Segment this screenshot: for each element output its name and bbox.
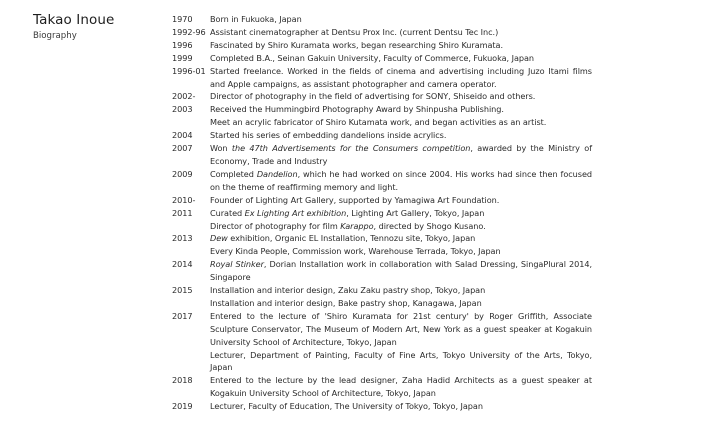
entry-description — [210, 374, 592, 400]
entry-year: 2003 — [172, 104, 193, 115]
entry-description — [210, 52, 592, 65]
timeline-entry — [172, 284, 592, 310]
entry-year: 2009 — [172, 168, 193, 179]
entry-year: 2007 — [172, 143, 193, 154]
timeline-entry — [172, 39, 592, 52]
timeline-entry — [172, 168, 592, 194]
entry-line: Completed B.A., Seinan Gakuin University, Faculty of Commerce, Fukuoka, Japan — [210, 52, 535, 63]
entry-line: Meet an acrylic fabricator of Shiro Kutamata work, and began activities as an artist. — [210, 117, 547, 128]
entry-year: 2014 — [172, 259, 193, 270]
entry-description — [210, 90, 592, 103]
entry-line: Director of photography for film Karappo, directed by Shogo Kusano. — [210, 220, 486, 231]
entry-description — [210, 232, 592, 258]
entry-description — [210, 39, 592, 52]
entry-description — [210, 129, 592, 142]
entry-year: 2017 — [172, 310, 193, 321]
entry-line: Started his series of embedding dandelions inside acrylics. — [210, 130, 447, 141]
entry-line: Director of photography in the field of advertising for SONY, Shiseido and others. — [210, 91, 536, 102]
timeline-entry — [172, 90, 592, 103]
entry-line: Every Kinda People, Commission work, Warehouse Terrada, Tokyo, Japan — [210, 246, 501, 257]
entry-line: Won the 47th Advertisements for the Consumers competition, awarded by the Ministry of Economy, Trade and Industry — [210, 143, 593, 166]
entry-description — [210, 194, 592, 207]
entry-description — [210, 65, 592, 91]
timeline-entry — [172, 232, 592, 258]
biography-header — [33, 11, 114, 43]
entry-description — [210, 26, 592, 39]
entry-line: Born in Fukuoka, Japan — [210, 14, 302, 24]
entry-year: 2013 — [172, 233, 193, 244]
entry-year: 1999 — [172, 52, 193, 63]
entry-year: 1970 — [172, 14, 193, 24]
timeline-entry — [172, 194, 592, 207]
entry-line: Royal Stinker, Dorian Installation work in collaboration with Salad Dressing, SingaPlural 2014, Singapore — [210, 259, 592, 283]
entry-description — [210, 13, 592, 26]
entry-year: 1992-96 — [172, 26, 206, 37]
entry-line: Curated Ex Lighting Art exhibition, Lighting Art Gallery, Tokyo, Japan — [210, 207, 485, 218]
entry-line: Fascinated by Shiro Kuramata works, began researching Shiro Kuramata. — [210, 39, 504, 50]
entry-line: Installation and interior design, Bake pastry shop, Kanagawa, Japan — [210, 297, 482, 308]
entry-line: Entered to the lecture by the lead designer, Zaha Hadid Architects as a guest speaker at Kogakuin University School of Architecture, Tokyo, Japan — [210, 375, 592, 399]
timeline-entry — [172, 52, 592, 65]
timeline-entry — [172, 65, 592, 91]
entry-description — [210, 284, 592, 310]
entry-line: Lecturer, Department of Painting, Faculty of Fine Arts, Tokyo University of the Arts, Tokyo, Japan — [210, 349, 592, 373]
entry-description — [210, 103, 592, 129]
entry-description — [210, 168, 592, 194]
timeline-entry — [172, 103, 592, 129]
biography-timeline — [172, 13, 592, 413]
timeline-entry — [172, 13, 592, 26]
timeline-entry — [172, 142, 592, 168]
entry-line: Installation and interior design, Zaku Zaku pastry shop, Tokyo, Japan — [210, 285, 486, 296]
entry-description — [210, 142, 592, 168]
timeline-entry — [172, 374, 592, 400]
timeline-entry — [172, 26, 592, 39]
timeline-entry — [172, 400, 592, 413]
entry-year: 2004 — [172, 130, 193, 141]
entry-description — [210, 207, 592, 233]
entry-line: Dew exhibition, Organic EL Installation, Tennozu site, Tokyo, Japan — [210, 233, 476, 244]
entry-year: 2011 — [172, 207, 193, 218]
timeline-entry — [172, 129, 592, 142]
entry-description — [210, 310, 592, 375]
timeline-entry — [172, 258, 592, 284]
entry-line: Assistant cinematographer at Dentsu Prox Inc. (current Dentsu Tec Inc.) — [210, 26, 499, 37]
entry-line: Lecturer, Faculty of Education, The University of Tokyo, Tokyo, Japan — [210, 401, 483, 412]
entry-year: 2002- — [172, 91, 196, 102]
timeline-entry — [172, 310, 592, 375]
entry-year: 1996-01 — [172, 65, 206, 76]
entry-line: Entered to the lecture of 'Shiro Kuramata for 21st century' by Roger Griffith, Associate Sculpture Conservator, The Museum of Modern Art, New York as a guest speaker at Kogakuin University School of Architecture, Tokyo, Japan — [210, 310, 592, 347]
entry-description — [210, 400, 592, 413]
entry-line: Started freelance. Worked in the fields of cinema and advertising including Juzo Itami films and Apple campaigns, as assistant photographer and camera operator. — [210, 65, 592, 89]
section-subtitle: Biography — [33, 31, 77, 41]
artist-name: Takao Inoue — [33, 12, 115, 28]
entry-year: 2018 — [172, 375, 193, 386]
entry-year: 1996 — [172, 39, 193, 50]
entry-year: 2019 — [172, 401, 193, 412]
entry-line: Founder of Lighting Art Gallery, supported by Yamagiwa Art Foundation. — [210, 194, 500, 205]
entry-year: 2015 — [172, 285, 193, 296]
timeline-entry — [172, 207, 592, 233]
entry-line: Completed Dandelion, which he had worked on since 2004. His works had since then focused on the theme of reaffirming memory and light. — [210, 168, 592, 192]
entry-description — [210, 258, 592, 284]
entry-line: Received the Hummingbird Photography Award by Shinpusha Publishing. — [210, 104, 504, 115]
entry-year: 2010- — [172, 194, 196, 205]
